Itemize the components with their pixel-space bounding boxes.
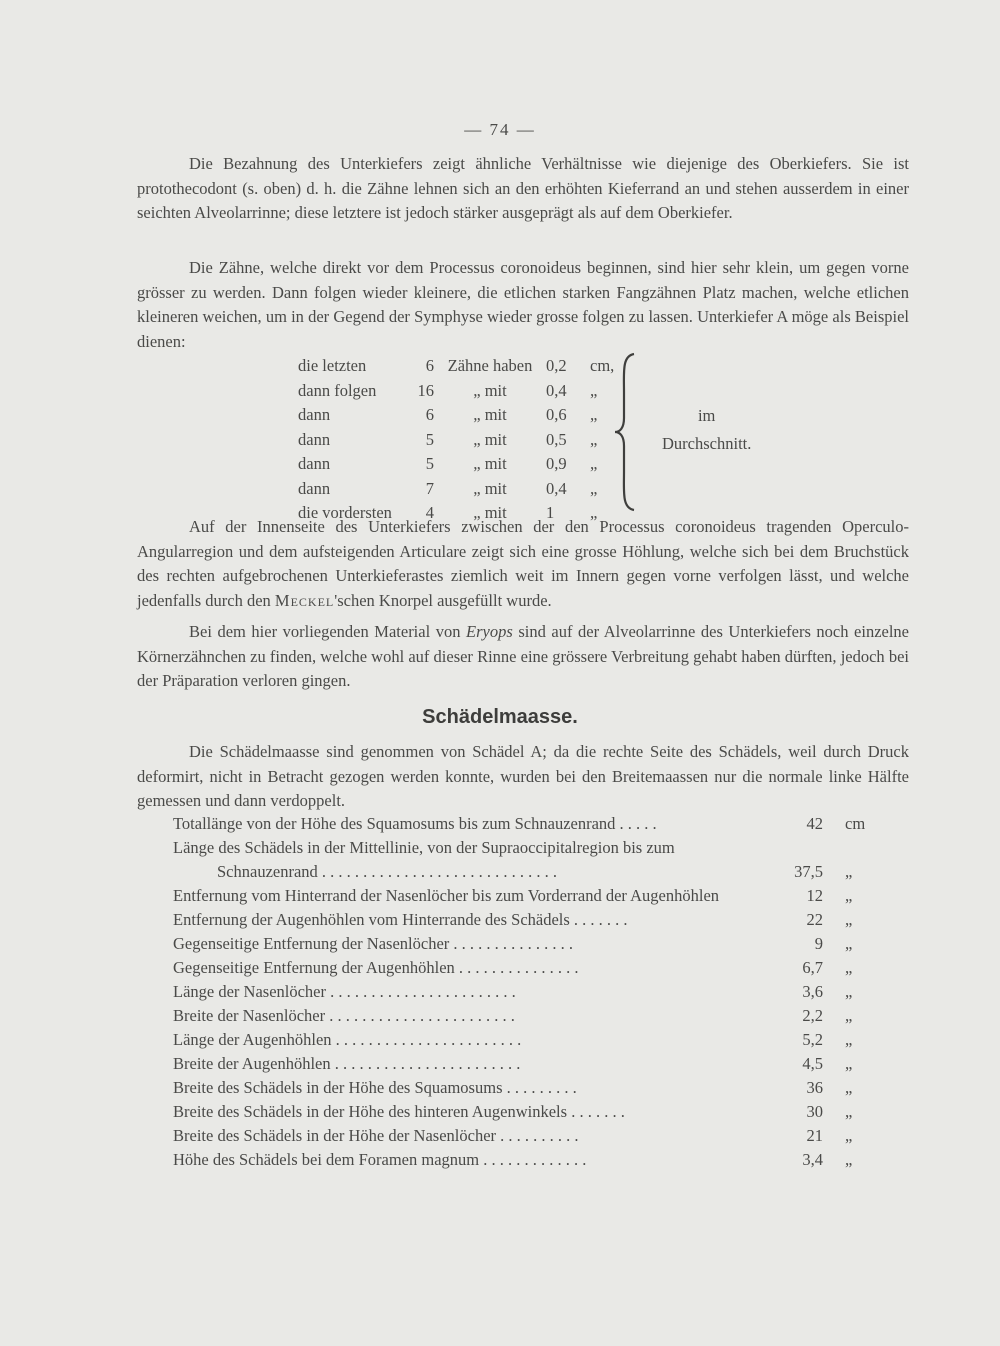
curly-brace-icon [612, 352, 636, 512]
page-number: — 74 — [464, 120, 536, 139]
measurement-row [173, 812, 903, 836]
measurement-unit: cm [845, 814, 866, 833]
measurement-label: Breite des Schädels in der Höhe des Squamosums . . . . . . . . . [173, 1078, 577, 1097]
measurement-row [173, 1004, 903, 1028]
measurement-value: 37,5 [794, 862, 823, 881]
measurement-row [173, 1124, 903, 1148]
teeth-count: 5 [425, 454, 434, 473]
teeth-unit: „ [590, 503, 598, 522]
measurement-row [173, 1100, 903, 1124]
measurement-row [173, 932, 903, 956]
author-name: Meckel [274, 590, 335, 610]
paragraph-dentition [137, 152, 909, 226]
measurement-row [173, 1076, 903, 1100]
measurement-value: 12 [806, 886, 823, 905]
measurement-value: 9 [814, 934, 823, 953]
paragraph-granular-teeth [137, 620, 909, 694]
paragraph-skull-measures [137, 740, 909, 814]
measurement-label: Entfernung der Augenhöhlen vom Hinterrande des Schädels . . . . . . . [173, 910, 628, 929]
teeth-size: 0,6 [546, 405, 567, 424]
teeth-verb: „ mit [473, 405, 507, 424]
measurement-label: Totallänge von der Höhe des Squamosums bis zum Schnauzenrand . . . . . [173, 814, 657, 833]
measurement-label: Schnauzenrand . . . . . . . . . . . . . . . . . . . . . . . . . . . . . [217, 862, 558, 881]
teeth-size: 0,9 [546, 454, 567, 473]
measurement-unit: „ [845, 1030, 853, 1049]
measurement-label: Höhe des Schädels bei dem Foramen magnum . . . . . . . . . . . . . [173, 1150, 587, 1169]
measurement-unit: „ [845, 1006, 853, 1025]
paragraph-dentition-text: Die Bezahnung des Unterkiefers zeigt ähnliche Verhältnisse wie diejenige des Oberkiefers. Sie ist protothecodont (s. oben) d. h. die Zähne lehnen sich an den erhöhten Kieferrand an und stehen ausserdem in einer seichten Alveolarrinne; diese letztere ist jedoch stärker ausgeprägt als auf dem Oberkiefer. [137, 154, 909, 222]
teeth-size: 0,2 [546, 356, 567, 375]
measurement-unit: „ [845, 934, 853, 953]
measurement-value: 6,7 [802, 958, 823, 977]
measurement-row [173, 980, 903, 1004]
teeth-label: dann [298, 405, 331, 424]
measurement-value: 3,6 [802, 982, 823, 1001]
measurement-row [173, 908, 903, 932]
measurement-row [173, 1052, 903, 1076]
paragraph-teeth-sizes [137, 256, 909, 354]
teeth-count: 16 [417, 380, 434, 400]
measurement-unit: „ [845, 1078, 853, 1097]
teeth-verb: „ mit [473, 454, 507, 473]
paragraph-granular-teeth-b: sind auf der Alveolarrinne des Unterkiefers noch einzelne Körnerzähnchen zu finden, welche wohl auf dieser Rinne eine grössere Verbreitung gehabt haben dürften, jedoch bei der Präparation verloren gingen. [137, 622, 909, 690]
measurement-label: Länge der Nasenlöcher . . . . . . . . . . . . . . . . . . . . . . . [173, 982, 516, 1001]
teeth-label: die letzten [298, 356, 367, 375]
measurements-list [173, 812, 903, 1172]
teeth-unit: „ [590, 380, 598, 400]
measurement-label: Länge der Augenhöhlen . . . . . . . . . . . . . . . . . . . . . . . [173, 1030, 522, 1049]
measurement-row [173, 1148, 903, 1172]
teeth-count: 6 [425, 356, 434, 375]
average-note-line2: Durchschnitt. [662, 434, 752, 453]
genus-name: Eryops [466, 622, 513, 641]
teeth-unit: cm, [590, 356, 615, 375]
measurement-unit: „ [845, 958, 853, 977]
measurement-label: Länge des Schädels in der Mittellinie, von der Supraoccipitalregion bis zum [173, 838, 675, 857]
measurement-row [173, 1028, 903, 1052]
teeth-label: dann [298, 478, 331, 498]
measurement-unit: „ [845, 910, 853, 929]
paragraph-inner-side-text: Auf der Innenseite des Unterkiefers zwischen der den Processus coronoideus tragenden Operculo-Angularregion und dem aufsteigenden Articulare zeigt sich eine grosse Höhlung, welche sich bei dem Bruchstück des rechten aufgebrochenen Unterkieferastes ziemlich weit im Innern gegen vorne verfolgen lässt, und welche jedenfalls durch den [137, 517, 909, 610]
average-note [662, 402, 751, 458]
measurement-value: 22 [806, 910, 823, 929]
teeth-size: 0,4 [546, 380, 567, 400]
measurement-value: 4,5 [802, 1054, 823, 1073]
measurement-label: Breite der Nasenlöcher . . . . . . . . . . . . . . . . . . . . . . . [173, 1006, 515, 1025]
measurement-value: 36 [806, 1078, 823, 1097]
paragraph-teeth-sizes-text: Die Zähne, welche direkt vor dem Processus coronoideus beginnen, sind hier sehr klein, um gegen vorne grösser zu werden. Dann folgen wieder kleinere, die etlichen starken Fangzähnen Platz machen, welche etlichen kleineren weichen, um in der Gegend der Symphyse wieder grosse folgen zu lassen. Unterkiefer A möge als Beispiel dienen: [137, 258, 909, 351]
teeth-verb: Zähne haben [447, 356, 533, 375]
measurement-unit: „ [845, 1054, 853, 1073]
teeth-verb: „ mit [473, 380, 507, 400]
teeth-verb: „ mit [473, 478, 507, 498]
measurement-value: 42 [806, 814, 823, 833]
teeth-verb: „ mit [473, 429, 507, 449]
measurement-row [173, 956, 903, 980]
measurement-row [173, 884, 903, 908]
measurement-row [173, 860, 903, 884]
measurement-unit: „ [845, 1102, 853, 1121]
teeth-count: 7 [425, 478, 434, 498]
measurement-unit: „ [845, 1126, 853, 1145]
teeth-verb: „ mit [473, 503, 507, 522]
measurement-label: Entfernung vom Hinterrand der Nasenlöcher bis zum Vorderrand der Augenhöhlen [173, 886, 720, 905]
teeth-unit: „ [590, 478, 598, 498]
measurement-value: 30 [806, 1102, 823, 1121]
teeth-unit: „ [590, 454, 598, 473]
paragraph-inner-side-end: 'schen Knorpel ausgefüllt wurde. [334, 590, 552, 610]
teeth-label: dann folgen [298, 380, 377, 400]
measurement-unit: „ [845, 862, 853, 881]
paragraph-skull-measures-text: Die Schädelmaasse sind genommen von Schädel A; da die rechte Seite des Schädels, weil durch Druck deformirt, nicht in Betracht gezogen werden konnte, wurden bei den Breitemaassen nur die normale linke Hälfte gemessen und dann verdoppelt. [137, 742, 909, 810]
measurement-label: Breite des Schädels in der Höhe der Nasenlöcher . . . . . . . . . . [173, 1126, 579, 1145]
measurement-label: Gegenseitige Entfernung der Augenhöhlen . . . . . . . . . . . . . . . [173, 958, 579, 977]
measurement-value: 5,2 [802, 1030, 823, 1049]
average-note-line1: im [697, 406, 716, 425]
measurement-label: Gegenseitige Entfernung der Nasenlöcher . . . . . . . . . . . . . . . [173, 934, 574, 953]
teeth-count: 6 [425, 405, 434, 424]
teeth-label: die vordersten [298, 503, 392, 522]
teeth-size: 0,5 [546, 429, 567, 449]
teeth-label: dann [298, 429, 331, 449]
teeth-unit: „ [590, 429, 598, 449]
teeth-size: 0,4 [546, 478, 567, 498]
paragraph-inner-side [137, 515, 909, 613]
paragraph-granular-teeth-a: Bei dem hier vorliegenden Material von [189, 622, 461, 641]
section-heading: Schädelmaasse. [422, 706, 578, 728]
teeth-count: 5 [425, 429, 434, 449]
measurement-unit: „ [845, 886, 853, 905]
measurement-value: 3,4 [802, 1150, 823, 1169]
teeth-size: 1 [546, 503, 555, 522]
measurement-unit: „ [845, 982, 853, 1001]
measurement-value: 2,2 [802, 1006, 823, 1025]
measurement-unit: „ [845, 1150, 853, 1169]
measurement-label: Breite des Schädels in der Höhe des hinteren Augenwinkels . . . . . . . [173, 1102, 625, 1121]
teeth-unit: „ [590, 405, 598, 424]
measurement-value: 21 [806, 1126, 823, 1145]
measurement-label: Breite der Augenhöhlen . . . . . . . . . . . . . . . . . . . . . . . [173, 1054, 521, 1073]
teeth-count: 4 [425, 503, 434, 522]
teeth-label: dann [298, 454, 331, 473]
measurement-row [173, 836, 903, 860]
